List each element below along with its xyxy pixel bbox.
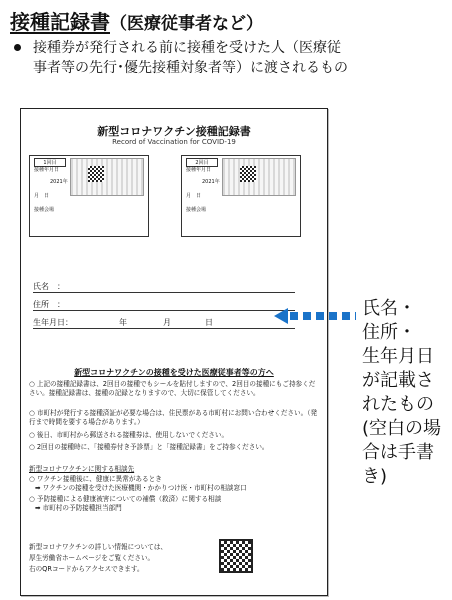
month-day-label: 月 日 bbox=[186, 193, 202, 199]
consult-line: ➡ 市町村の予防接種担当部門 bbox=[35, 504, 122, 512]
consult-line: ○ 予防接種による健康被害についての補償（救済）に関する相談 bbox=[29, 495, 222, 503]
site-label: 接種会場 bbox=[34, 207, 55, 213]
notice-item: ○ 市町村が発行する接種済証が必要な場合は、住民票がある市町村にお問い合わせください。（発行まで時間を要する場合があります。） bbox=[29, 409, 318, 426]
address-field-line bbox=[33, 310, 295, 311]
side-note-line: れたもの bbox=[362, 394, 434, 415]
arrow-left-icon bbox=[274, 308, 288, 324]
notice-item: ○ 後日、市町村から郵送される接種券は、使用しないでください。 bbox=[29, 431, 229, 439]
vaccine-sticker bbox=[222, 158, 296, 196]
bullet-icon bbox=[14, 44, 21, 51]
dose-slot-2 bbox=[181, 155, 301, 237]
arrow-dashed-line bbox=[290, 312, 356, 320]
info-line: 新型コロナワクチンの詳しい情報については、 bbox=[29, 543, 168, 551]
side-note-line: が記載さ bbox=[362, 370, 434, 391]
bullet-line-2: 事者等の先行･優先接種対象者等）に渡されるもの bbox=[33, 60, 348, 76]
consult-line: ○ ワクチン接種後に、健康に異常があるとき bbox=[29, 475, 162, 483]
side-note-line: (空白の場 bbox=[362, 418, 442, 439]
vaccine-sticker bbox=[70, 158, 144, 196]
vaccination-record-card bbox=[20, 108, 328, 596]
month-day-label: 月 日 bbox=[34, 193, 50, 199]
date-label: 接種年月日 bbox=[34, 167, 60, 173]
title-subtitle: （医療従事者など） bbox=[110, 14, 263, 34]
name-field-line bbox=[33, 292, 295, 293]
notice-item: ○ 2回目の接種時に、「接種券付き予診票」と「接種記録書」をご持参ください。 bbox=[29, 443, 269, 451]
side-note-line: 生年月日 bbox=[362, 346, 434, 367]
dob-day-label: 日 bbox=[205, 318, 213, 327]
side-note bbox=[362, 297, 450, 489]
date-label: 接種年月日 bbox=[186, 167, 212, 173]
dose-label: 2回目 bbox=[186, 158, 218, 167]
dob-year-label: 年 bbox=[119, 318, 127, 327]
notice-item: ○ 上記の接種記録書は、2回目の接種でもシールを貼付しますので、2回目の接種にもご持参ください。接種記録書は、接種の記録となりますので、大切に保管してください。 bbox=[29, 380, 316, 397]
bullet-line-1: 接種券が発行される前に接種を受けた人（医療従 bbox=[33, 40, 341, 56]
page-title bbox=[10, 6, 263, 35]
consult-title: 新型コロナワクチンに関する相談先 bbox=[29, 465, 135, 473]
year-label: 2021年 bbox=[50, 179, 68, 185]
title-main: 接種記録書 bbox=[10, 10, 110, 34]
qr-code-icon bbox=[219, 539, 253, 573]
name-field-label: 氏名 ： bbox=[33, 282, 65, 291]
card-title: 新型コロナワクチン接種記録書 bbox=[97, 125, 251, 138]
side-note-line: 住所・ bbox=[362, 322, 416, 343]
address-field-label: 住所 ： bbox=[33, 300, 65, 309]
side-note-line: 氏名・ bbox=[362, 298, 416, 319]
dose-label: 1回目 bbox=[34, 158, 66, 167]
dob-field-line bbox=[33, 328, 295, 329]
consult-line: ➡ ワクチンの接種を受けた医療機関・かかりつけ医・市町村の相談窓口 bbox=[35, 484, 247, 492]
sticker-code-icon bbox=[88, 166, 104, 182]
dob-field-label: 生年月日： bbox=[33, 318, 73, 327]
site-label: 接種会場 bbox=[186, 207, 207, 213]
card-subtitle: Record of Vaccination for COVID-19 bbox=[112, 138, 236, 146]
side-note-line: 合は手書 bbox=[362, 442, 434, 463]
info-line: 右のQRコードからアクセスできます。 bbox=[29, 565, 144, 573]
year-label: 2021年 bbox=[202, 179, 220, 185]
dose-slot-1 bbox=[29, 155, 149, 237]
notice-title: 新型コロナワクチンの接種を受けた医療従事者等の方へ bbox=[74, 368, 274, 377]
side-note-line: き) bbox=[362, 466, 388, 487]
info-line: 厚生労働省ホームページをご覧ください。 bbox=[29, 554, 155, 562]
sticker-code-icon bbox=[240, 166, 256, 182]
dob-month-label: 月 bbox=[163, 318, 171, 327]
